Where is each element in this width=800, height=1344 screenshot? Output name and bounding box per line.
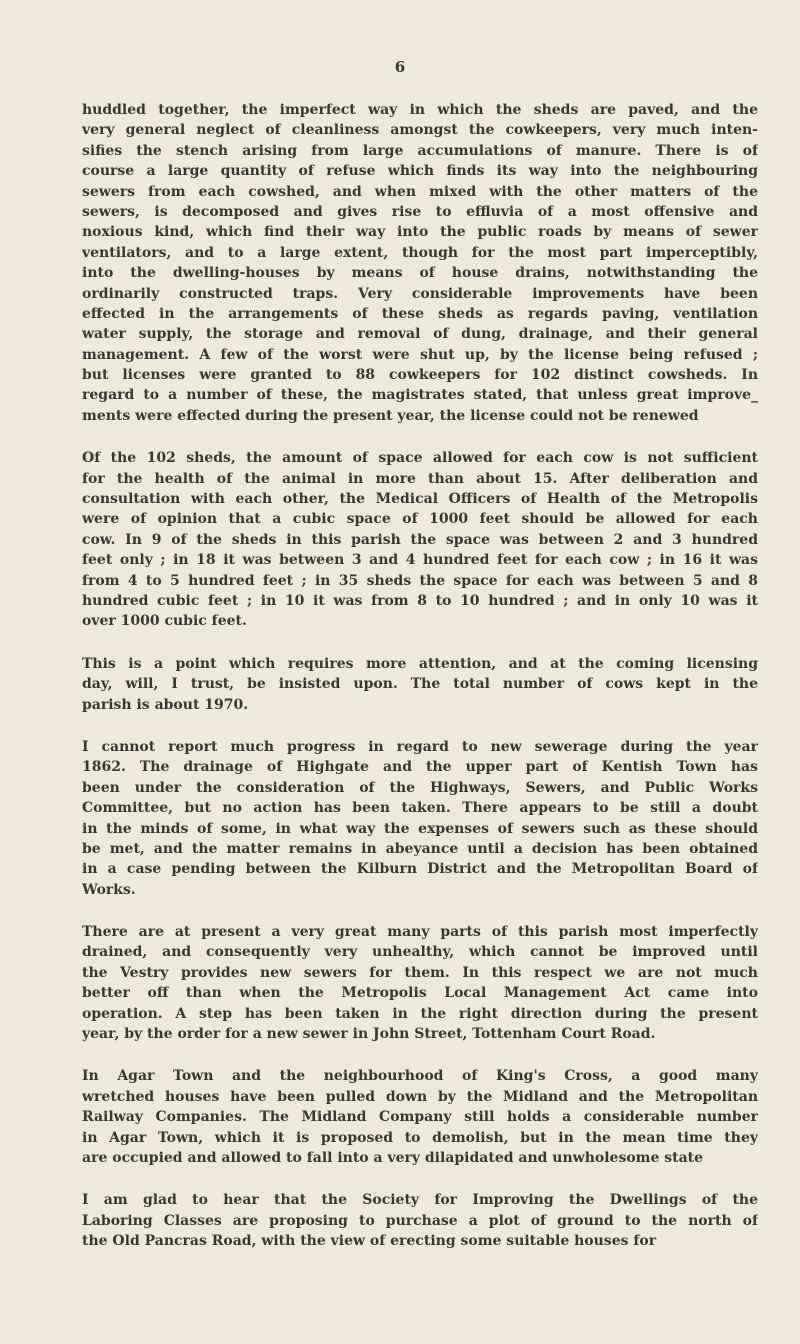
text-line: better off than when the Metropolis Local Management Act came into — [82, 985, 758, 1002]
text-line: into the dwelling-houses by means of house drains, notwithstanding the — [82, 265, 758, 282]
text-line: in Agar Town, which it is proposed to demolish, but in the mean time they — [82, 1129, 758, 1146]
text-line: huddled together, the imperfect way in which the sheds are paved, and the — [82, 102, 758, 118]
text-line: were of opinion that a cubic space of 1000 feet should be allowed for each — [82, 511, 758, 528]
page-number: 6 — [394, 58, 406, 76]
text-line: in a case pending between the Kilburn District and the Metropolitan Board of — [82, 861, 758, 878]
text-line: I am glad to hear that the Society for Improving the Dwellings of the — [82, 1192, 758, 1209]
text-line: parish is about 1970. — [82, 696, 249, 713]
text-line: day, will, I trust, be insisted upon. The total number of cows kept in the — [82, 676, 758, 693]
text-line: ments were effected during the present year, the license could not be renewed — [82, 407, 699, 424]
text-line: course a large quantity of refuse which finds its way into the neighbouring — [82, 163, 758, 180]
text-line: drained, and consequently very unhealthy, which cannot be improved until — [82, 944, 758, 961]
text-line: Of the 102 sheds, the amount of space allowed for each cow is not sufficient — [82, 450, 758, 467]
text-line: the Vestry provides new sewers for them. In this respect we are not much — [82, 964, 758, 981]
paragraph — [82, 654, 758, 715]
text-line: are occupied and allowed to fall into a very dilapidated and unwholesome state — [82, 1149, 704, 1166]
text-line: wretched houses have been pulled down by the Midland and the Metropolitan — [82, 1088, 758, 1105]
text-line: management. A few of the worst were shut up, by the license being refused ; — [82, 346, 758, 363]
text-line: Works. — [82, 881, 136, 898]
text-line: consultation with each other, the Medical Officers of Health of the Metropolis — [82, 491, 758, 508]
document-body — [82, 100, 758, 1274]
text-line: ordinarily constructed traps. Very considerable improvements have been — [82, 285, 758, 302]
text-line: in the minds of some, in what way the expenses of sewers such as these should — [82, 820, 758, 837]
text-line: Laboring Classes are proposing to purchase a plot of ground to the north of — [82, 1212, 758, 1229]
text-line: In Agar Town and the neighbourhood of King's Cross, a good many — [82, 1068, 758, 1085]
paragraph — [82, 737, 758, 900]
paragraph — [82, 1190, 758, 1251]
text-line: be met, and the matter remains in abeyance until a decision has been obtained — [82, 840, 758, 857]
text-line: Railway Companies. The Midland Company still holds a considerable number — [82, 1109, 758, 1126]
paragraph — [82, 1066, 758, 1168]
text-line: I cannot report much progress in regard to new sewerage during the year — [82, 738, 758, 755]
text-line: water supply, the storage and removal of dung, drainage, and their general — [82, 326, 758, 343]
paragraph — [82, 922, 758, 1044]
text-line: but licenses were granted to 88 cowkeepers for 102 distinct cowsheds. In — [82, 367, 758, 384]
text-line: sewers from each cowshed, and when mixed with the other matters of the — [82, 183, 758, 200]
text-line: hundred cubic feet ; in 10 it was from 8 to 10 hundred ; and in only 10 was it — [82, 592, 758, 609]
text-line: operation. A step has been taken in the right direction during the present — [82, 1005, 758, 1022]
text-line: Committee, but no action has been taken. There appears to be still a doubt — [82, 800, 758, 817]
text-line: 1862. The drainage of Highgate and the upper part of Kentish Town has — [82, 759, 758, 776]
text-line: from 4 to 5 hundred feet ; in 35 sheds the space for each was between 5 and 8 — [82, 572, 758, 589]
text-line: There are at present a very great many parts of this parish most imperfectly — [82, 924, 758, 941]
text-line: over 1000 cubic feet. — [82, 613, 247, 630]
text-line: the Old Pancras Road, with the view of erecting some suitable houses for — [82, 1233, 657, 1250]
text-line: for the health of the animal in more than about 15. After deliberation and — [82, 470, 758, 487]
text-line: regard to a number of these, the magistrates stated, that unless great improve_ — [82, 387, 758, 404]
text-line: been under the consideration of the Highways, Sewers, and Public Works — [82, 779, 758, 796]
paragraph — [82, 100, 758, 426]
text-line: sewers, is decomposed and gives rise to effluvia of a most offensive and — [82, 203, 758, 220]
text-line: effected in the arrangements of these sheds as regards paving, ventilation — [82, 305, 758, 322]
text-line: feet only ; in 18 it was between 3 and 4 hundred feet for each cow ; in 16 it was — [82, 552, 758, 569]
text-line: sifies the stench arising from large accumulations of manure. There is of — [82, 142, 758, 159]
text-line: year, by the order for a new sewer in John Street, Tottenham Court Road. — [82, 1026, 656, 1043]
paragraph — [82, 448, 758, 632]
text-line: This is a point which requires more attention, and at the coming licensing — [82, 655, 758, 672]
text-line: very general neglect of cleanliness amongst the cowkeepers, very much inten- — [82, 122, 758, 139]
text-line: noxious kind, which find their way into the public roads by means of sewer — [82, 224, 758, 241]
text-line: ventilators, and to a large extent, though for the most part imperceptibly, — [82, 244, 758, 261]
text-line: cow. In 9 of the sheds in this parish the space was between 2 and 3 hundred — [82, 531, 758, 548]
